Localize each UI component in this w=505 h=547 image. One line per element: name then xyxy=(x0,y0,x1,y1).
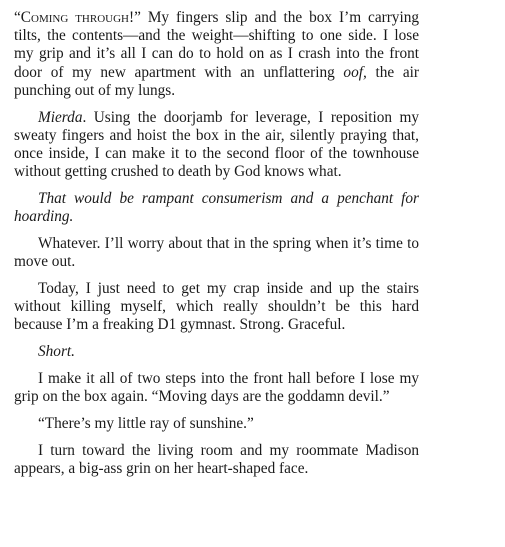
paragraph-6 xyxy=(14,343,419,361)
paragraph-1-segment-3: !” My fingers slip and the box I’m carrying tilts, the contents—and the weight—shifting to one side. I lose my grip and it’s all I can do to hold on as I crash into the front door of my new apartment with an unflattering xyxy=(14,9,420,81)
paragraph-8 xyxy=(14,415,419,433)
paragraph-2-italic-mierda: Mierda xyxy=(38,108,83,126)
paragraph-4-text: Whatever. I’ll worry about that in the spring when it’s time to move out. xyxy=(14,235,419,271)
paragraph-8-text: “There’s my little ray of sunshine.” xyxy=(38,415,254,433)
paragraph-2 xyxy=(14,109,419,182)
paragraph-1-segment-5: the air punching out of my lungs. xyxy=(14,63,419,99)
paragraph-1 xyxy=(14,9,419,100)
paragraph-6-italic-short: Short. xyxy=(38,343,75,361)
paragraph-3-italic-thought: That would be rampant consumerism and a penchant for hoarding. xyxy=(14,190,419,226)
paragraph-1-italic-oof: oof, xyxy=(343,63,367,81)
paragraph-3 xyxy=(14,190,419,226)
paragraph-2-segment-2: . Using the doorjamb for leverage, I reposition my sweaty fingers and hoist the box in the air, silently praying that, once inside, I can make it to the second floor of the townhouse without getting crushed to death by God knows what. xyxy=(14,108,419,181)
paragraph-7 xyxy=(14,370,419,406)
paragraph-5-text: Today, I just need to get my crap inside and up the stairs without killing myself, which really shouldn’t be this hard because I’m a freaking D1 gymnast. Strong. Graceful. xyxy=(14,280,419,334)
paragraph-1-smallcaps-opening: Coming through xyxy=(20,9,129,26)
paragraph-1-segment-1: “ xyxy=(14,9,21,26)
paragraph-9-text: I turn toward the living room and my roommate Madison appears, a big-ass grin on her heart-shaped face. xyxy=(14,441,419,478)
paragraph-4 xyxy=(14,235,419,271)
paragraph-7-text: I make it all of two steps into the front hall before I lose my grip on the box again. “Moving days are the goddamn devil.” xyxy=(14,370,419,406)
paragraph-9 xyxy=(14,442,419,478)
paragraph-5 xyxy=(14,280,419,335)
